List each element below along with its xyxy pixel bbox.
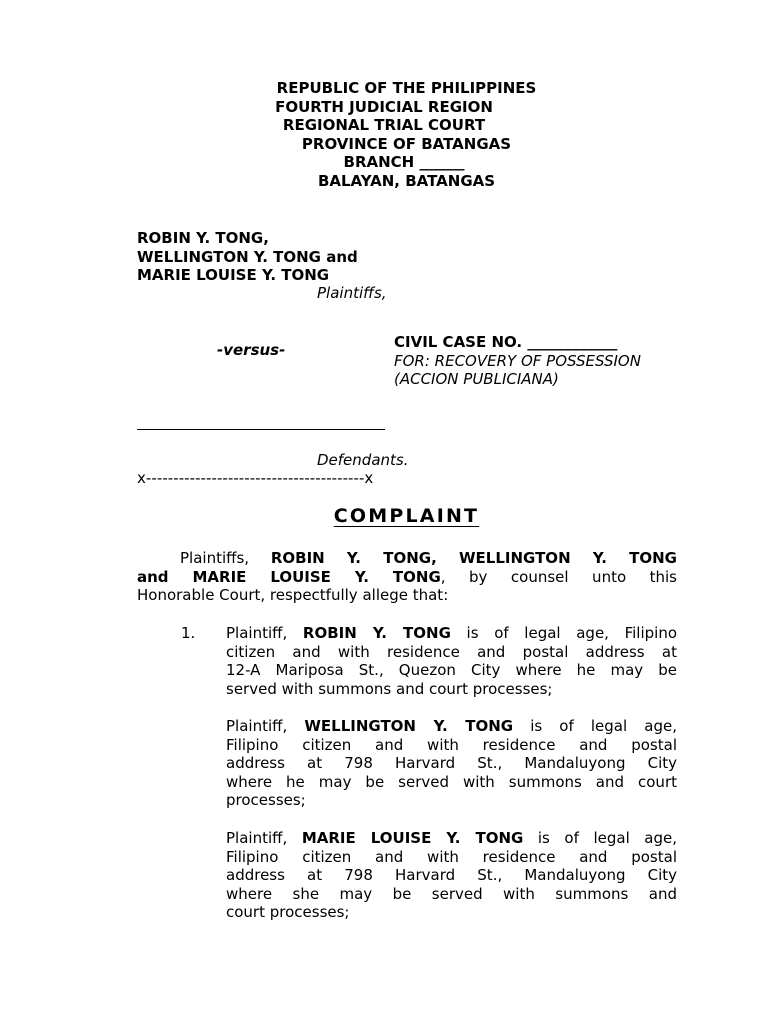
intro-plaintiff-name-3: and MARIE LOUISE Y. TONG: [137, 567, 441, 586]
para-prefix: Plaintiff,: [226, 717, 305, 735]
allegation-paragraph-3: [226, 829, 677, 922]
case-info: [394, 333, 641, 389]
intro-plaintiff-names: ROBIN Y. TONG, WELLINGTON Y. TONG: [270, 549, 677, 567]
header-branch: BRANCH ______: [343, 153, 465, 171]
para-text: is of legal age, Filipino: [450, 624, 677, 642]
para-line: [226, 717, 677, 736]
intro-paragraph: [137, 549, 677, 605]
plaintiff-name: WELLINGTON Y. TONG: [304, 717, 514, 735]
intro-text-2: , by counsel unto this: [440, 567, 677, 586]
header-province: PROVINCE OF BATANGAS: [301, 134, 512, 153]
para-prefix: Plaintiff,: [226, 624, 303, 642]
para-line: Filipino citizen and with residence and postal: [226, 735, 677, 754]
para-line: court processes;: [226, 903, 350, 921]
para-text: is of legal age,: [523, 829, 678, 847]
para-text: is of legal age,: [513, 717, 678, 735]
plaintiffs-role-label: Plaintiffs,: [317, 284, 387, 302]
intro-line-1: [137, 549, 677, 568]
plaintiffs-names: [137, 229, 358, 285]
header-republic: REPUBLIC OF THE PHILIPPINES: [276, 79, 537, 97]
header-city: BALAYAN, BATANGAS: [317, 171, 496, 190]
item-number: 1.: [181, 624, 196, 642]
plaintiff-name-2: WELLINGTON Y. TONG and: [137, 247, 358, 266]
header-judicial-region: FOURTH JUDICIAL REGION: [275, 97, 493, 116]
para-line: 12-A Mariposa St., Quezon City where he may be: [226, 661, 677, 679]
intro-line-2: [137, 568, 677, 587]
case-nature-line-1: FOR: RECOVERY OF POSSESSION: [394, 351, 641, 370]
plaintiff-name-1: ROBIN Y. TONG,: [137, 229, 269, 247]
para-line: Filipino citizen and with residence and postal: [226, 847, 677, 866]
para-line: served with summons and court processes;: [226, 679, 553, 698]
para-line: [226, 829, 677, 848]
allegation-paragraph-2: [226, 717, 677, 810]
intro-text: Plaintiffs,: [180, 549, 271, 567]
allegation-paragraph-1: [226, 624, 677, 698]
plaintiff-name: ROBIN Y. TONG: [302, 624, 451, 642]
para-line: where he may be served with summons and court: [226, 772, 677, 791]
para-line: processes;: [226, 791, 306, 809]
document-title: COMPLAINT: [333, 505, 480, 527]
civil-case-number: CIVIL CASE NO. ____________: [394, 333, 618, 351]
header-trial-court: REGIONAL TRIAL COURT: [282, 116, 486, 134]
para-line: citizen and with residence and postal address at: [226, 642, 677, 661]
para-line: address at 798 Harvard St., Mandaluyong City: [226, 866, 677, 884]
defendants-role-label: Defendants.: [317, 451, 409, 469]
court-header: [0, 79, 768, 190]
case-nature-line-2: (ACCION PUBLICIANA): [394, 370, 559, 388]
para-line: address at 798 Harvard St., Mandaluyong City: [226, 754, 677, 772]
defendant-name-blank: [137, 429, 385, 430]
plaintiff-name-3: MARIE LOUISE Y. TONG: [137, 266, 330, 284]
intro-line-3: Honorable Court, respectfully allege that:: [137, 586, 449, 604]
para-line: where she may be served with summons and: [226, 884, 677, 903]
para-prefix: Plaintiff,: [226, 829, 302, 847]
document-title-wrap: [0, 507, 768, 527]
plaintiff-name: MARIE LOUISE Y. TONG: [301, 829, 524, 847]
para-line: [226, 624, 677, 643]
caption-separator: x----------------------------------------x: [137, 469, 374, 487]
versus-label: -versus-: [217, 341, 286, 359]
